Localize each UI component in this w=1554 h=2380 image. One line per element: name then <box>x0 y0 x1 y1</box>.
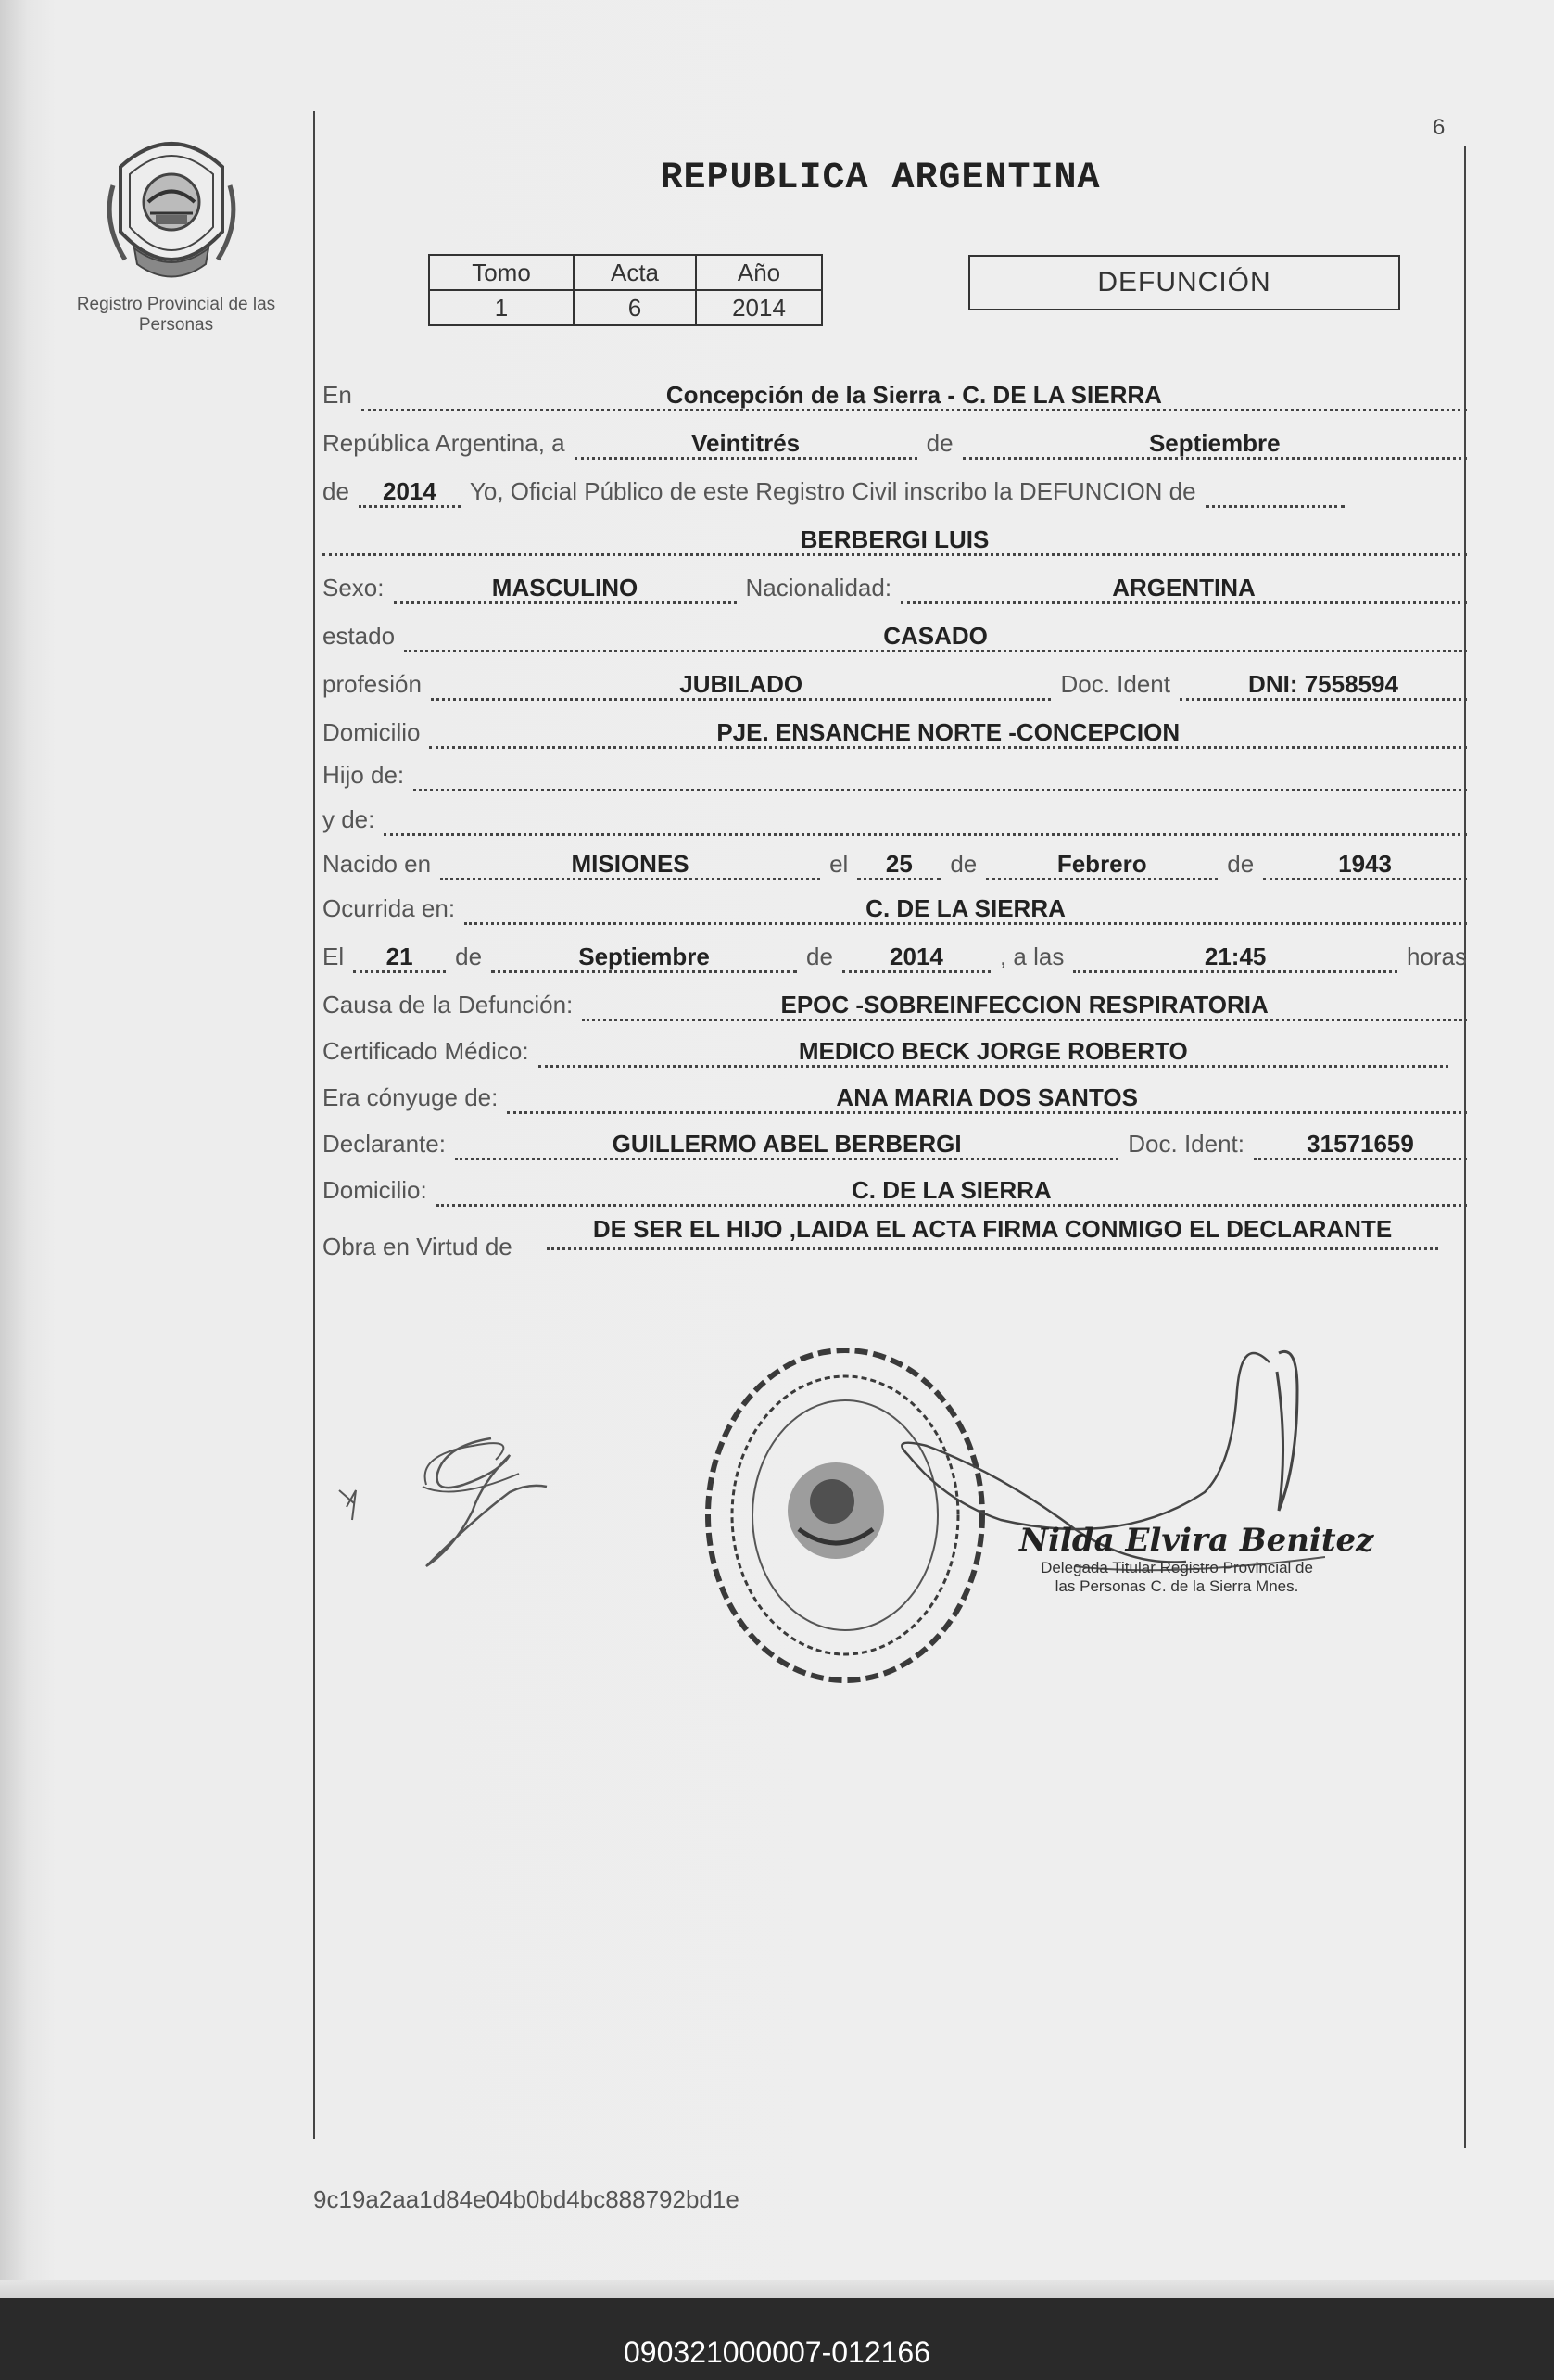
field-hijo-de <box>413 789 1467 791</box>
label-certificado: Certificado Médico: <box>322 1037 529 1065</box>
field-anio-defuncion: 2014 <box>842 943 991 973</box>
row-domicilio <box>322 708 1467 749</box>
row-ocurrida-en <box>322 884 1467 925</box>
field-anio-registro: 2014 <box>359 477 461 508</box>
label-nacionalidad: Nacionalidad: <box>745 574 892 601</box>
field-obra-en-virtud: DE SER EL HIJO ,LAIDA EL ACTA FIRMA CONMIGO EL DECLARANTE <box>547 1214 1438 1250</box>
field-mes-nacimiento: Febrero <box>986 850 1218 880</box>
label-nacido-en: Nacido en <box>322 850 432 878</box>
barcode-label: 090321000007-012166 <box>624 2336 930 2369</box>
label-horas: horas <box>1406 943 1467 970</box>
field-declarante: GUILLERMO ABEL BERBERGI <box>455 1130 1118 1160</box>
registry-name: Registro Provincial de las Personas <box>76 295 276 335</box>
row-fecha-registro <box>322 419 1467 460</box>
label-oficial: Yo, Oficial Público de este Registro Civil inscribo la DEFUNCION de <box>469 477 1196 505</box>
label-de-mes-nac: de <box>950 850 978 878</box>
row-declarante <box>322 1120 1467 1160</box>
field-doc-declarante: 31571659 <box>1254 1130 1467 1160</box>
field-causa: EPOC -SOBREINFECCION RESPIRATORIA <box>582 991 1467 1021</box>
label-declarante: Declarante: <box>322 1130 446 1158</box>
record-value-anio: 2014 <box>696 290 822 325</box>
field-doc-ident: DNI: 7558594 <box>1180 670 1467 701</box>
row-sexo <box>322 563 1467 604</box>
row-lugar <box>322 371 1467 411</box>
row-estado <box>322 612 1467 652</box>
row-profesion <box>322 660 1467 701</box>
label-en: En <box>322 381 352 409</box>
field-mes-defuncion: Septiembre <box>491 943 797 973</box>
label-de-mes-def: de <box>455 943 483 970</box>
field-sexo: MASCULINO <box>394 574 737 604</box>
row-certificado <box>322 1027 1467 1068</box>
record-table-header-row <box>429 255 822 290</box>
field-oficial-blank <box>1206 505 1345 508</box>
record-value-tomo: 1 <box>429 290 574 325</box>
label-doc-ident2: Doc. Ident: <box>1128 1130 1244 1158</box>
declarant-signature-icon <box>334 1418 584 1576</box>
field-estado: CASADO <box>404 622 1467 652</box>
label-el-cap: El <box>322 943 345 970</box>
field-difunto: BERBERGI LUIS <box>322 525 1467 556</box>
record-table-value-row <box>429 290 822 325</box>
field-lugar-nacimiento: MISIONES <box>440 850 820 880</box>
label-ocurrida-en: Ocurrida en: <box>322 894 456 922</box>
field-hora-defuncion: 21:45 <box>1073 943 1397 973</box>
label-domicilio2: Domicilio: <box>322 1176 427 1204</box>
row-oficial <box>322 467 1467 508</box>
field-domicilio-declarante: C. DE LA SIERRA <box>436 1176 1467 1207</box>
label-causa: Causa de la Defunción: <box>322 991 574 1019</box>
record-header-tomo: Tomo <box>429 255 574 290</box>
field-dia-registro: Veintitrés <box>575 429 917 460</box>
field-anio-nacimiento: 1943 <box>1263 850 1467 880</box>
label-hijo-de: Hijo de: <box>322 761 405 789</box>
row-difunto <box>322 515 1467 556</box>
label-a-las: , a las <box>999 943 1065 970</box>
field-domicilio: PJE. ENSANCHE NORTE -CONCEPCION <box>429 718 1467 749</box>
record-value-acta: 6 <box>574 290 696 325</box>
row-conyuge <box>322 1073 1467 1114</box>
field-dia-nacimiento: 25 <box>857 850 941 880</box>
field-dia-defuncion: 21 <box>353 943 446 973</box>
field-conyuge: ANA MARIA DOS SANTOS <box>507 1083 1467 1114</box>
label-de-anio-nac: de <box>1227 850 1255 878</box>
document-hash: 9c19a2aa1d84e04b0bd4bc888792bd1e <box>313 2185 739 2213</box>
field-nacionalidad: ARGENTINA <box>901 574 1467 604</box>
label-obra: Obra en Virtud de <box>322 1233 512 1260</box>
field-mes-registro: Septiembre <box>963 429 1467 460</box>
field-certificado: MEDICO BECK JORGE ROBERTO <box>538 1037 1448 1068</box>
label-de-anio: de <box>322 477 349 505</box>
record-header-acta: Acta <box>574 255 696 290</box>
record-header-anio: Año <box>696 255 822 290</box>
document-type: DEFUNCIÓN <box>968 255 1400 310</box>
label-y-de: y de: <box>322 805 375 833</box>
sheet-edge <box>0 2280 1554 2298</box>
official-name: Nilda Elvira Benitez <box>1019 1522 1374 1559</box>
field-profesion: JUBILADO <box>431 670 1052 701</box>
page-number: 6 <box>1433 115 1446 140</box>
label-profesion: profesión <box>322 670 422 698</box>
row-y-de <box>322 795 1467 836</box>
province-logo-icon <box>102 130 241 287</box>
label-de-anio-def: de <box>806 943 833 970</box>
country-title: REPUBLICA ARGENTINA <box>660 158 1101 199</box>
field-lugar: Concepción de la Sierra - C. DE LA SIERRA <box>361 381 1467 411</box>
label-de: de <box>926 429 954 457</box>
row-fecha-defuncion <box>322 932 1467 973</box>
label-republica: República Argentina, a <box>322 429 565 457</box>
record-table <box>428 254 823 326</box>
row-causa <box>322 981 1467 1021</box>
label-el: el <box>829 850 849 878</box>
field-y-de <box>384 833 1467 836</box>
left-margin-line <box>313 111 315 2139</box>
field-lugar-defuncion: C. DE LA SIERRA <box>464 894 1467 925</box>
row-domicilio-declarante <box>322 1166 1467 1207</box>
label-doc-ident: Doc. Ident <box>1060 670 1170 698</box>
row-hijo-de <box>322 751 1467 791</box>
label-sexo: Sexo: <box>322 574 385 601</box>
official-role: Delegada Titular Registro Provincial de las Personas C. de la Sierra Mnes. <box>1041 1559 1313 1595</box>
label-domicilio: Domicilio <box>322 718 421 746</box>
label-conyuge: Era cónyuge de: <box>322 1083 499 1111</box>
row-nacimiento <box>322 840 1467 880</box>
label-estado: estado <box>322 622 396 650</box>
